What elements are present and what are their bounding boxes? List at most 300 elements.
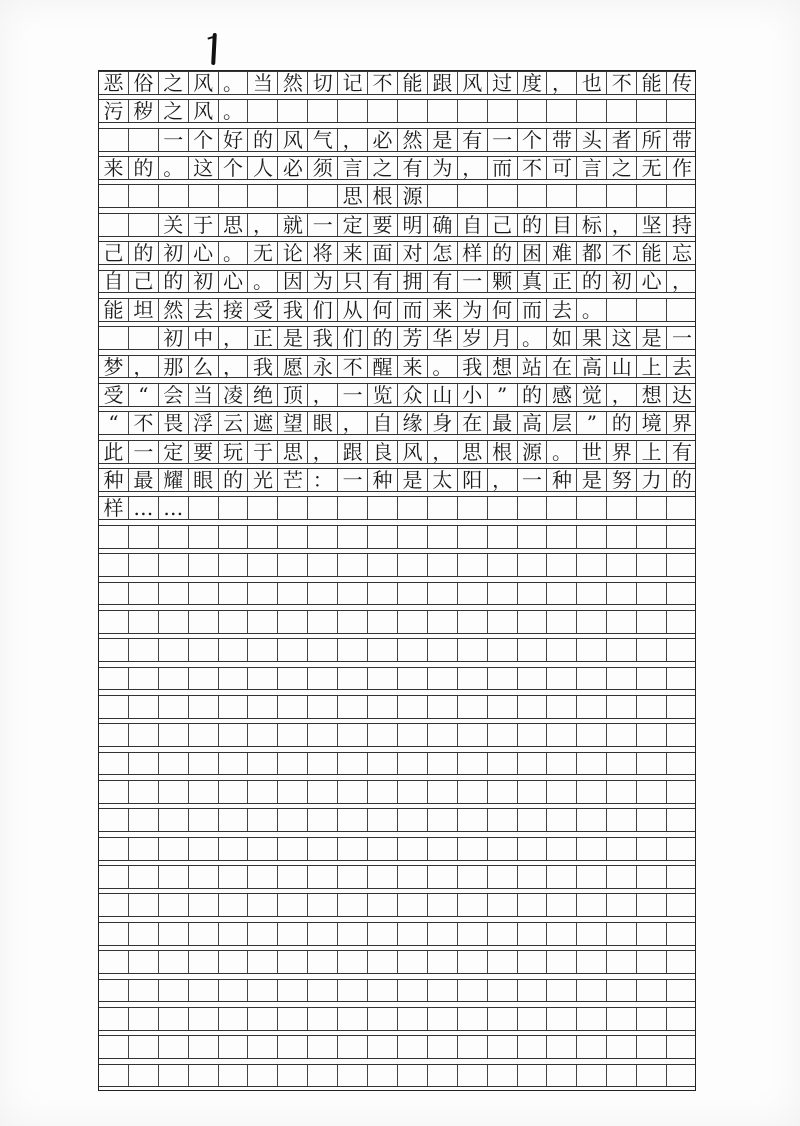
grid-cell: 的: [368, 327, 398, 349]
grid-cell: 何: [368, 299, 398, 321]
grid-cell: [338, 1008, 368, 1030]
grid-cell: 个: [189, 129, 219, 151]
grid-cell: [278, 185, 308, 207]
grid-cell: [368, 866, 398, 888]
grid-cell: [308, 185, 338, 207]
grid-cell: [338, 583, 368, 605]
grid-cell: 是: [428, 129, 458, 151]
grid-cell: 界: [607, 441, 637, 463]
grid-cell: [368, 497, 398, 519]
grid-cell: [219, 809, 249, 831]
grid-cell: [278, 526, 308, 548]
grid-cell: [398, 980, 428, 1002]
grid-cell: [278, 781, 308, 803]
grid-cell: 此: [99, 441, 129, 463]
grid-row: [99, 695, 695, 719]
grid-cell: [398, 554, 428, 576]
grid-cell: [428, 611, 458, 633]
grid-cell: [637, 497, 667, 519]
grid-cell: [308, 1065, 338, 1087]
grid-cell: [219, 1008, 249, 1030]
grid-cell: [607, 497, 637, 519]
grid-cell: 己: [129, 271, 159, 293]
grid-cell: ，: [607, 214, 637, 236]
grid-cell: [159, 923, 189, 945]
grid-cell: [428, 639, 458, 661]
grid-cell: [398, 639, 428, 661]
grid-cell: [637, 894, 667, 916]
grid-cell: 必: [278, 157, 308, 179]
grid-cell: [637, 1065, 667, 1087]
grid-cell: [308, 696, 338, 718]
grid-cell: 传: [672, 70, 693, 95]
grid-cell: 的: [129, 242, 159, 264]
grid-cell: [607, 611, 637, 633]
grid-cell: ，: [338, 412, 368, 434]
grid-cell: 云: [219, 412, 249, 434]
grid-cell: 我: [249, 356, 279, 378]
grid-cell: [308, 497, 338, 519]
grid-cell: [219, 1065, 249, 1087]
grid-cell: [458, 526, 488, 548]
grid-cell: [278, 951, 308, 973]
grid-cell: [99, 724, 129, 746]
grid-cell: [577, 668, 607, 690]
grid-cell: 的: [518, 214, 548, 236]
grid-cell: [398, 724, 428, 746]
grid-cell: [368, 554, 398, 576]
grid-cell: [249, 923, 279, 945]
grid-cell: [428, 696, 458, 718]
grid-cell: 最: [129, 469, 159, 491]
grid-cell: 是: [577, 469, 607, 491]
grid-cell: 当: [189, 384, 219, 406]
grid-cell: [577, 611, 607, 633]
grid-cell: 种: [548, 469, 578, 491]
grid-cell: [99, 1065, 129, 1087]
grid-cell: [338, 866, 368, 888]
grid-cell: 跟: [428, 72, 458, 94]
grid-cell: [458, 724, 488, 746]
grid-cell: 带: [672, 127, 693, 152]
grid-cell: 坦: [129, 299, 159, 321]
grid-cell: [368, 611, 398, 633]
grid-cell: [637, 781, 667, 803]
grid-cell: [637, 838, 667, 860]
grid-cell: 受: [99, 384, 129, 406]
grid-cell: 恶: [99, 72, 129, 94]
grid-cell: [637, 696, 667, 718]
grid-cell: ，: [249, 214, 279, 236]
grid-cell: 要: [368, 214, 398, 236]
grid-cell: ”: [488, 384, 518, 406]
grid-cell: 正: [249, 327, 279, 349]
grid-cell: ，: [428, 441, 458, 463]
grid-cell: [548, 724, 578, 746]
grid-cell: [129, 639, 159, 661]
grid-cell: [129, 185, 159, 207]
grid-cell: [129, 1065, 159, 1087]
grid-cell: [129, 838, 159, 860]
grid-cell: [428, 526, 458, 548]
grid-cell: 浮: [189, 412, 219, 434]
grid-cell: 从: [338, 299, 368, 321]
grid-cell: [607, 724, 637, 746]
grid-cell: [129, 668, 159, 690]
grid-cell: 初: [189, 271, 219, 293]
grid-cell: [518, 753, 548, 775]
grid-cell: [159, 185, 189, 207]
grid-cell: [99, 583, 129, 605]
grid-cell: [308, 1036, 338, 1058]
grid-cell: [278, 753, 308, 775]
grid-cell: 有: [398, 157, 428, 179]
grid-cell: [189, 866, 219, 888]
grid-cell: [129, 696, 159, 718]
grid-cell: [428, 1065, 458, 1087]
grid-cell: 俗: [129, 72, 159, 94]
grid-cell: 初: [607, 271, 637, 293]
grid-cell: 中: [189, 327, 219, 349]
grid-cell: [488, 583, 518, 605]
grid-cell: [637, 951, 667, 973]
grid-cell: [667, 781, 697, 803]
grid-cell: [548, 554, 578, 576]
grid-cell: [607, 1036, 637, 1058]
grid-cell: [488, 1008, 518, 1030]
grid-cell: [219, 894, 249, 916]
grid-cell: [338, 923, 368, 945]
grid-cell: [99, 639, 129, 661]
grid-cell: [667, 639, 697, 661]
grid-cell: 然: [278, 72, 308, 94]
grid-cell: 我: [308, 327, 338, 349]
grid-cell: 污: [99, 100, 129, 122]
grid-cell: 来: [338, 242, 368, 264]
grid-cell: [488, 668, 518, 690]
grid-cell: 。: [159, 157, 189, 179]
grid-cell: 持: [672, 212, 693, 237]
grid-cell: [129, 1008, 159, 1030]
grid-cell: 览: [368, 384, 398, 406]
grid-cell: [488, 838, 518, 860]
grid-cell: [488, 497, 518, 519]
grid-cell: [189, 185, 219, 207]
grid-cell: [308, 781, 338, 803]
grid-cell: 那: [159, 356, 189, 378]
grid-cell: 达: [672, 382, 693, 407]
grid-cell: 去: [548, 299, 578, 321]
grid-cell: [518, 1065, 548, 1087]
grid-cell: [99, 980, 129, 1002]
grid-cell: [99, 866, 129, 888]
grid-cell: 一: [458, 271, 488, 293]
grid-cell: [398, 1036, 428, 1058]
grid-cell: [607, 185, 637, 207]
grid-cell: [607, 781, 637, 803]
grid-cell: [249, 185, 279, 207]
grid-cell: [368, 894, 398, 916]
grid-cell: [249, 781, 279, 803]
grid-cell: [518, 696, 548, 718]
grid-cell: 自: [99, 271, 129, 293]
grid-cell: [368, 1065, 398, 1087]
grid-cell: [189, 980, 219, 1002]
grid-cell: [99, 554, 129, 576]
grid-cell: [667, 554, 697, 576]
grid-cell: 言: [577, 157, 607, 179]
grid-cell: [219, 554, 249, 576]
grid-cell: [518, 838, 548, 860]
grid-cell: [398, 611, 428, 633]
grid-cell: 也: [577, 72, 607, 94]
grid-cell: 正: [548, 271, 578, 293]
grid-cell: [667, 838, 697, 860]
grid-cell: [548, 185, 578, 207]
grid-cell: [219, 639, 249, 661]
grid-cell: [368, 639, 398, 661]
grid-cell: [637, 185, 667, 207]
grid-cell: [189, 1008, 219, 1030]
grid-cell: 于: [249, 441, 279, 463]
grid-cell: [637, 668, 667, 690]
grid-cell: [189, 696, 219, 718]
grid-cell: 论: [278, 242, 308, 264]
grid-cell: 想: [488, 356, 518, 378]
grid-cell: [577, 894, 607, 916]
grid-cell: 玩: [219, 441, 249, 463]
grid-cell: [398, 951, 428, 973]
grid-cell: [219, 923, 249, 945]
grid-cell: 会: [159, 384, 189, 406]
grid-cell: [249, 526, 279, 548]
grid-cell: [488, 980, 518, 1002]
grid-cell: 之: [159, 72, 189, 94]
grid-cell: 就: [278, 214, 308, 236]
grid-cell: [159, 866, 189, 888]
grid-cell: 困: [518, 242, 548, 264]
grid-cell: [548, 753, 578, 775]
grid-cell: 然: [398, 129, 428, 151]
grid-cell: [518, 1036, 548, 1058]
grid-cell: [458, 1036, 488, 1058]
grid-cell: [249, 583, 279, 605]
grid-cell: 山: [607, 356, 637, 378]
grid-row: [99, 1035, 695, 1059]
grid-cell: [129, 724, 159, 746]
grid-row: [99, 298, 695, 322]
grid-cell: [129, 214, 159, 236]
grid-cell: 的: [607, 412, 637, 434]
grid-cell: [189, 583, 219, 605]
grid-cell: [607, 923, 637, 945]
grid-cell: 面: [368, 242, 398, 264]
grid-cell: “: [99, 412, 129, 434]
grid-cell: [548, 583, 578, 605]
grid-cell: 是: [398, 469, 428, 491]
grid-cell: [219, 724, 249, 746]
grid-cell: 的: [577, 271, 607, 293]
grid-cell: [458, 1008, 488, 1030]
grid-cell: 层: [548, 412, 578, 434]
grid-cell: ，: [488, 469, 518, 491]
grid-cell: [308, 668, 338, 690]
grid-cell: [577, 1036, 607, 1058]
grid-cell: [99, 696, 129, 718]
grid-row: [99, 99, 695, 123]
grid-cell: 颗: [488, 271, 518, 293]
grid-cell: [667, 1036, 697, 1058]
grid-cell: [129, 526, 159, 548]
grid-cell: [368, 724, 398, 746]
grid-cell: 凌: [219, 384, 249, 406]
grid-cell: [548, 497, 578, 519]
grid-cell: [338, 809, 368, 831]
grid-cell: [667, 724, 697, 746]
grid-cell: [458, 497, 488, 519]
grid-cell: [458, 583, 488, 605]
grid-cell: …: [129, 497, 159, 519]
grid-cell: [607, 753, 637, 775]
grid-cell: 怎: [428, 242, 458, 264]
grid-cell: 标: [577, 214, 607, 236]
grid-cell: 者: [607, 129, 637, 151]
grid-cell: [488, 1065, 518, 1087]
grid-cell: 根: [368, 185, 398, 207]
grid-cell: [488, 951, 518, 973]
grid-cell: [518, 809, 548, 831]
grid-cell: [577, 526, 607, 548]
grid-cell: [278, 554, 308, 576]
grid-cell: [458, 100, 488, 122]
grid-cell: [428, 923, 458, 945]
grid-cell: [219, 526, 249, 548]
grid-cell: [428, 894, 458, 916]
grid-cell: [99, 668, 129, 690]
grid-cell: 过: [488, 72, 518, 94]
grid-cell: 这: [189, 157, 219, 179]
grid-cell: [99, 1008, 129, 1030]
grid-cell: [607, 639, 637, 661]
grid-cell: [159, 696, 189, 718]
grid-cell: 。: [219, 72, 249, 94]
grid-cell: [518, 185, 548, 207]
grid-cell: [548, 611, 578, 633]
grid-cell: 们: [308, 299, 338, 321]
grid-cell: 自: [458, 214, 488, 236]
grid-cell: 一: [338, 384, 368, 406]
grid-cell: 风: [189, 72, 219, 94]
grid-cell: 一: [338, 469, 368, 491]
grid-row: [99, 950, 695, 974]
grid-row: [99, 355, 695, 379]
grid-cell: 记: [338, 72, 368, 94]
grid-cell: 上: [637, 441, 667, 463]
grid-cell: 能: [398, 72, 428, 94]
grid-cell: [308, 923, 338, 945]
grid-cell: [548, 980, 578, 1002]
grid-cell: 拥: [398, 271, 428, 293]
grid-cell: [637, 299, 667, 321]
grid-cell: [428, 980, 458, 1002]
grid-cell: [577, 497, 607, 519]
grid-cell: ，: [548, 72, 578, 94]
grid-cell: 心: [189, 242, 219, 264]
grid-cell: [428, 838, 458, 860]
grid-cell: 样: [99, 497, 129, 519]
grid-cell: [518, 583, 548, 605]
grid-row: [99, 865, 695, 889]
grid-cell: 么: [189, 356, 219, 378]
grid-cell: [667, 611, 697, 633]
grid-cell: 己: [488, 214, 518, 236]
grid-cell: [249, 753, 279, 775]
grid-cell: [458, 838, 488, 860]
grid-cell: 顶: [278, 384, 308, 406]
grid-cell: [667, 980, 697, 1002]
grid-cell: 确: [428, 214, 458, 236]
grid-cell: 为: [308, 271, 338, 293]
grid-cell: [607, 696, 637, 718]
grid-cell: [308, 866, 338, 888]
grid-cell: 月: [488, 327, 518, 349]
grid-row: [99, 553, 695, 577]
grid-cell: 光: [249, 469, 279, 491]
grid-cell: [99, 129, 129, 151]
grid-row: [99, 383, 695, 407]
grid-cell: [278, 1036, 308, 1058]
grid-cell: 风: [189, 100, 219, 122]
grid-cell: [458, 639, 488, 661]
grid-cell: 对: [398, 242, 428, 264]
grid-cell: [278, 894, 308, 916]
grid-cell: 头: [577, 129, 607, 151]
grid-cell: “: [129, 384, 159, 406]
grid-cell: [338, 781, 368, 803]
grid-cell: [667, 753, 697, 775]
grid-cell: 坚: [637, 214, 667, 236]
grid-cell: 。: [428, 356, 458, 378]
grid-cell: [428, 781, 458, 803]
grid-cell: [488, 185, 518, 207]
grid-cell: [278, 923, 308, 945]
grid-cell: [488, 1036, 518, 1058]
grid-cell: 想: [637, 384, 667, 406]
grid-cell: [607, 894, 637, 916]
grid-cell: [99, 327, 129, 349]
grid-cell: [518, 1008, 548, 1030]
grid-cell: 界: [672, 411, 693, 436]
grid-cell: [398, 866, 428, 888]
grid-cell: [398, 526, 428, 548]
grid-cell: [607, 526, 637, 548]
grid-cell: [338, 668, 368, 690]
grid-cell: [219, 838, 249, 860]
grid-cell: [308, 894, 338, 916]
grid-cell: 境: [637, 412, 667, 434]
grid-cell: [488, 724, 518, 746]
grid-cell: 能: [637, 72, 667, 94]
grid-cell: [129, 583, 159, 605]
grid-cell: [189, 497, 219, 519]
grid-cell: [548, 866, 578, 888]
grid-cell: [99, 1036, 129, 1058]
grid-row: [99, 1064, 695, 1088]
grid-row: [99, 610, 695, 634]
grid-cell: [518, 980, 548, 1002]
grid-cell: 梦: [99, 356, 129, 378]
grid-cell: [189, 1065, 219, 1087]
